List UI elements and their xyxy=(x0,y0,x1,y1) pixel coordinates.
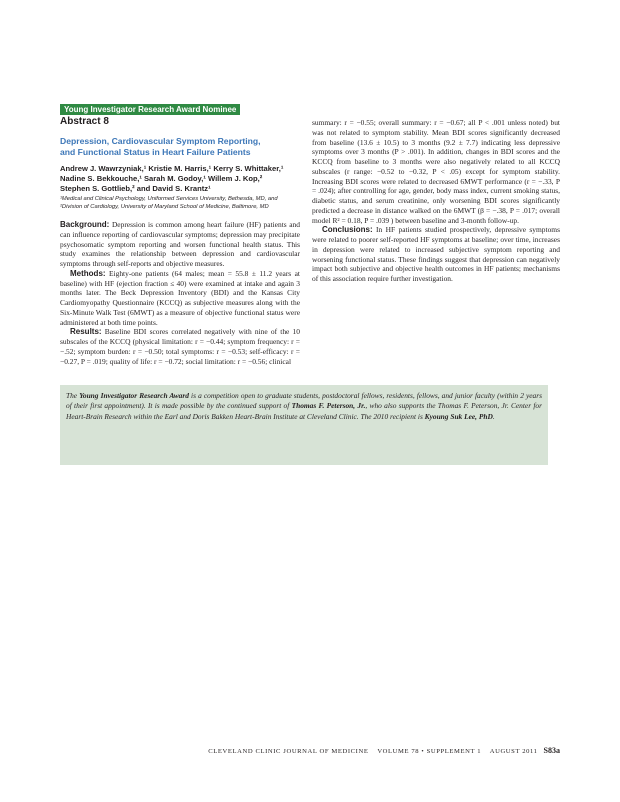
results-paragraph xyxy=(60,327,300,366)
methods-text: Eighty-one patients (64 males; mean = 55.8 ± 11.2 years at baseline) with HF (ejection fraction ≤ 40) were examined at intake and again 3 months later. The Beck Depression Inventory (BDI) and the Kansas City Cardiomyopathy Questionnaire (KCCQ) as subjective measures along with the Six-Minute Walk Test (6MWT) as a measure of objective functional status were administered at both time points. xyxy=(60,268,300,327)
background-text: Depression is common among heart failure (HF) patients and can influence reporting of cardiovascular symptoms; depression may precipitate psychosomatic symptom reporting and worsen functional health status. This study examines the relationship between depression and cardiovascular symptoms through self-reports and objective measures. xyxy=(60,220,300,268)
footer-journal: CLEVELAND CLINIC JOURNAL OF MEDICINE VOLUME 78 • SUPPLEMENT 1 AUGUST 2011 xyxy=(208,748,538,755)
authors-line-3: Stephen S. Gottlieb,² and David S. Krantz¹ xyxy=(60,184,211,193)
authors-line-1: Andrew J. Wawrzyniak,¹ Kristie M. Harris,¹ Kerry S. Whittaker,¹ xyxy=(60,164,284,173)
box-text-3: , who also supports the Thomas F. Peterson, Jr. Center for Heart-Brain Research within the Earl and Doris Bakken Heart-Brain Institute at Cleveland Clinic. The 2010 recipient is xyxy=(66,401,542,421)
authors-line-2: Nadine S. Bekkouche,¹ Sarah M. Godoy,¹ Willem J. Kop,² xyxy=(60,174,263,183)
methods-paragraph xyxy=(60,269,300,328)
sponsor-name: Thomas F. Peterson, Jr. xyxy=(291,401,366,411)
abstract-label: Abstract 8 xyxy=(60,116,109,127)
affiliation-1: ¹Medical and Clinical Psychology, Uniformed Services University, Bethesda, MD, and xyxy=(60,196,278,202)
methods-heading: Methods: xyxy=(70,268,106,278)
title-line-1: Depression, Cardiovascular Symptom Reporting, xyxy=(60,136,261,146)
page-footer xyxy=(60,746,560,755)
award-info-box xyxy=(60,385,548,465)
results-text: Baseline BDI scores correlated negatively with nine of the 10 subscales of the KCCQ (physical limitation: r = −0.44; symptom frequency: r = −.52; symptom burden: r = −0.50; total symptoms: r = −0.53; self-efficacy: r = −0.27, P = .019; quality of life: r = −0.72; social limitation: r = −0.56; clinical xyxy=(60,327,300,366)
box-text-1: The xyxy=(66,391,80,400)
author-list xyxy=(60,164,300,194)
affiliations xyxy=(60,195,300,211)
badge-rule xyxy=(60,114,225,115)
award-nominee-badge: Young Investigator Research Award Nominee xyxy=(60,104,240,115)
background-heading: Background: xyxy=(60,220,110,229)
award-info-text xyxy=(66,391,542,422)
conclusions-text: In HF patients studied prospectively, depressive symptoms were related to poorer self-reported HF symptoms at baseline; over time, increases in depression were related to increased subjective symptom reporting and worsening functional status. These findings suggest that depression can negatively impact both subjective and objective health outcomes in HF patients; mechanisms of this association require further investigation. xyxy=(312,225,560,283)
box-text-4: . xyxy=(492,411,495,421)
affiliation-2: ²Division of Cardiology, University of Maryland School of Medicine, Baltimore, MD xyxy=(60,204,269,210)
recipient-name: Kyoung Suk Lee, PhD xyxy=(424,411,493,421)
right-column xyxy=(312,118,560,284)
page-number: S83a xyxy=(543,746,560,755)
award-name: Young Investigator Research Award xyxy=(79,391,189,400)
abstract-title xyxy=(60,136,300,157)
results-text-continued: summary: r = −0.55; overall summary: r = −0.67; all P < .001 unless noted) but was not related to symptom stability. Mean BDI scores significantly decreased from baseline (13.6 ± 10.5) to 3 months (9.2 ± 7.7) indicating less depressive symptoms over 3 months (P > .001). In addition, changes in BDI scores and the KCCQ from baseline to 3 months were also negatively related to all KCCQ subscales (r range: −0.52 to −0.32, P < .05) except for symptom stability. Increasing BDI scores were related to decreased 6MWT performance (r = −.33, P = .024); after controlling for age, gender, body mass index, current smoking status, diabetic status, and serum creatinine, only worsening BDI scores significantly predicted a decrease in distance walked on the 6MWT (β = −.38, P = .017; overall model R² = 0.18, P = .039 ) between baseline and 3-month follow-up. xyxy=(312,118,560,225)
title-line-2: and Functional Status in Heart Failure Patients xyxy=(60,146,251,157)
results-heading: Results: xyxy=(70,327,102,337)
conclusions-heading: Conclusions: xyxy=(322,225,373,235)
box-text-2: is a competition open to graduate students, postdoctoral fellows, residents, fellows, and junior faculty (within 2 years of their first appointment). It is made possible by the continued support of xyxy=(66,391,543,411)
background-paragraph xyxy=(60,220,300,269)
conclusions-paragraph xyxy=(312,225,560,284)
left-column xyxy=(60,136,300,366)
